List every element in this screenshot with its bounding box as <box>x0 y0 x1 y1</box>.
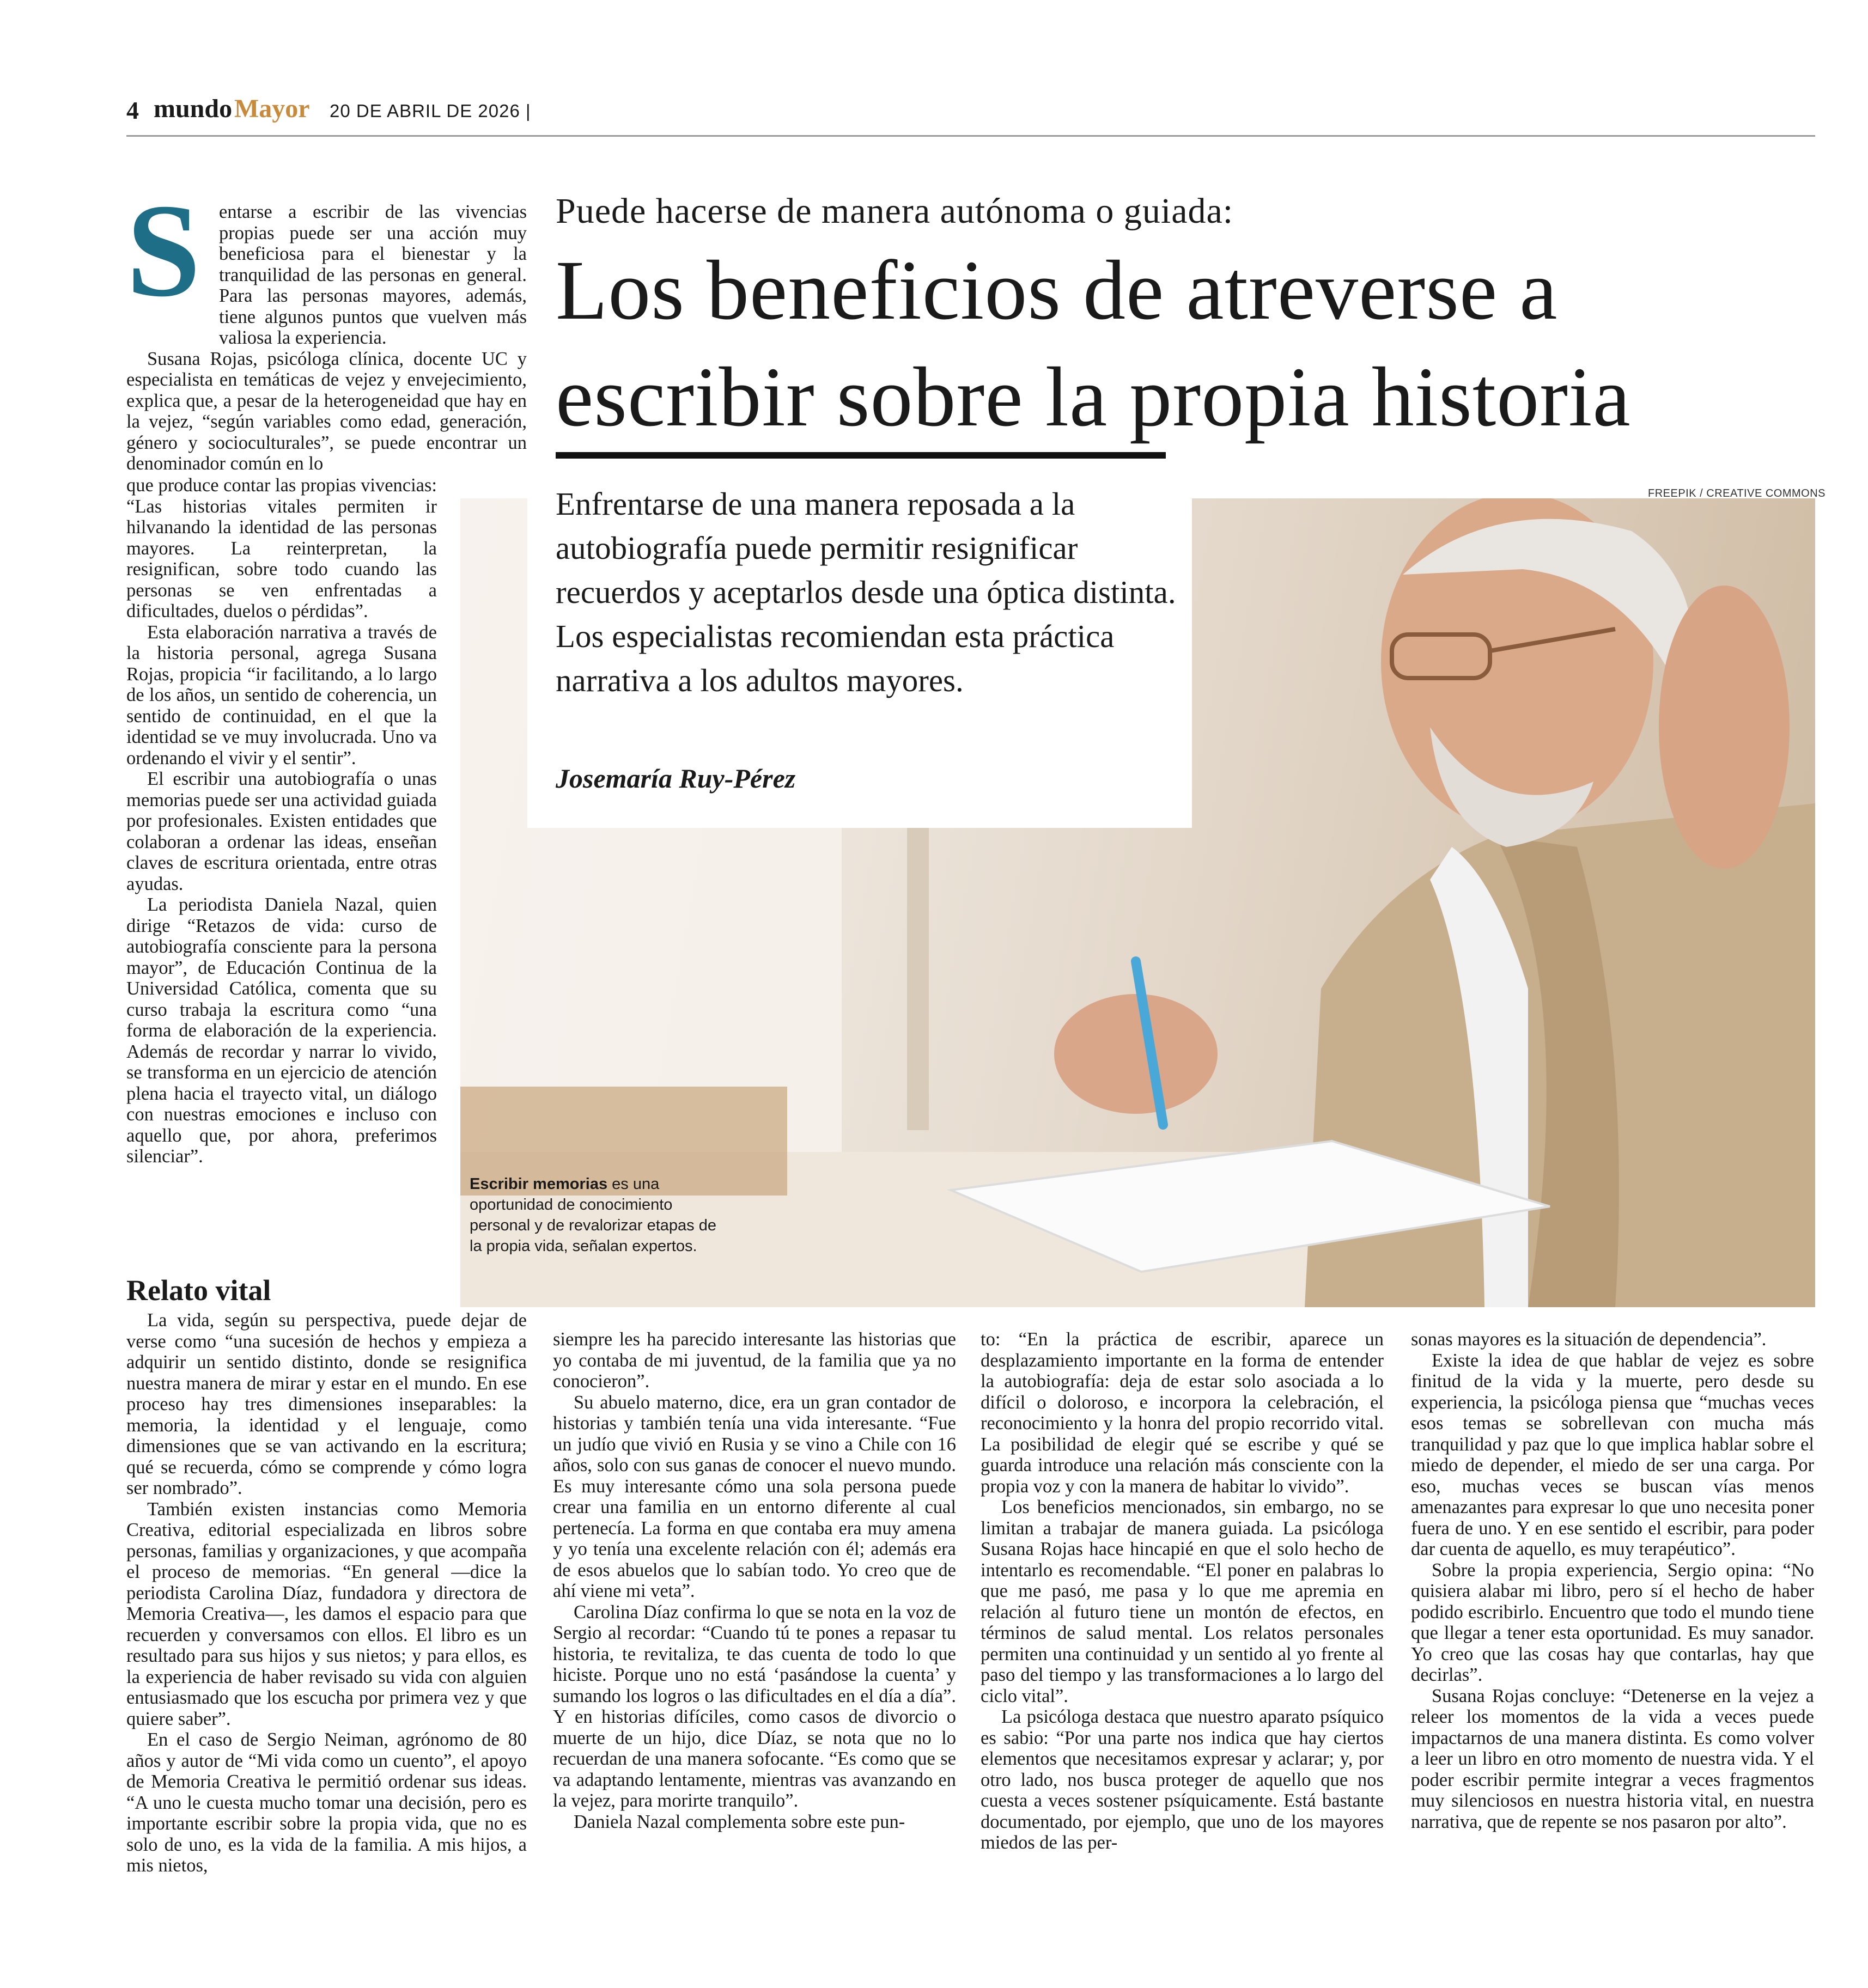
column-2 <box>553 1329 956 1832</box>
paragraph: Esta elaboración narrativa a través de la historia personal, agrega Susana Rojas, propicia “ir facilitando, a lo largo de los años, un sentido de coherencia, un sentido de continuidad, en el que la identidad se ve muy involucrada. Uno va ordenando el vivir y el sentir”. <box>126 621 437 769</box>
paragraph: También existen instancias como Memoria Creativa, editorial especializada en libros sobre personas, familias y organizaciones, y que acompaña el proceso de memorias. “En general —dice la periodista Carolina Díaz, fundadora y directora de Memoria Creativa—, les damos el espacio para que recuerden y conversamos con ellos. El libro es un resultado para sus hijos y sus nietos; y para ellos, es la experiencia de haber revisado su vida con alguien entusiasmado que los escucha por primera vez y que quiere saber”. <box>126 1498 527 1729</box>
paragraph: Los beneficios mencionados, sin embargo, no se limitan a trabajar de manera guiada. La psicóloga Susana Rojas hace hincapié en que el solo hecho de intentarlo es recomendable. “El poner en palabras lo que me pasó, me pasa y lo que me apremia en relación al futuro tiene un montón de efectos, en términos de salud mental. Los relatos personales permiten una continuidad y un sentido al yo frente al paso del tiempo y las transformaciones a lo largo del ciclo vital”. <box>981 1497 1384 1706</box>
paragraph: La psicóloga destaca que nuestro aparato psíquico es sabio: “Por una parte nos indica que hay ciertos elementos que necesitamos expresar y aclarar; y, por otro lado, nos busca proteger de aquello que nos cuesta a veces sostener psíquicamente. Está bastante documentado, por ejemplo, que uno de los mayores miedos de las per- <box>981 1706 1384 1853</box>
column-1-bottom <box>126 1310 527 1876</box>
paragraph: Daniela Nazal complementa sobre este pun- <box>574 1811 905 1832</box>
kicker: Puede hacerse de manera autónoma o guiada: <box>556 191 1234 231</box>
headline: Los beneficios de atreverse a escribir sobre la propia historia <box>556 243 1631 444</box>
caption-lead: Escribir memorias <box>470 1175 608 1193</box>
paragraph: Su abuelo materno, dice, era un gran contador de historias y también tenía una vida interesante. “Fue un judío que vivió en Rusia y se vino a Chile con 16 años, solo con sus ganas de conocer el nuevo mundo. Es muy interesante cómo una sola persona puede crear una familia en un entorno diferente al cual pertenecía. La forma en que contaba era muy amena y yo tenía una excelente relación con él; además era de esos abuelos que lo sabían todo. Yo creo que de ahí viene mi veta”. <box>553 1392 956 1601</box>
paragraph: sonas mayores es la situación de dependencia”. <box>1411 1329 1767 1350</box>
paragraph: Susana Rojas, psicóloga clínica, docente UC y especialista en temáticas de vejez y envejecimiento, explica que, a pesar de la heterogeneidad que hay en la vejez, “según variables como edad, generación, género y socioculturales”, se puede encontrar un denominador común en lo <box>126 348 527 474</box>
column-3 <box>981 1329 1384 1853</box>
byline: Josemaría Ruy-Pérez <box>556 763 796 794</box>
drop-cap: S <box>126 176 201 324</box>
paragraph: to: “En la práctica de escribir, aparece un desplazamiento importante en la forma de entender la autobiografía: deja de estar solo asociada a lo difícil o doloroso, e incorpora la celebración, el reconocimiento y la honra del propio recorrido vital. La posibilidad de elegir qué se escribe y qué se guarda introduce una relación más consciente con la propia voz y con la manera de habitar lo vivido”. <box>981 1329 1384 1497</box>
header-rule <box>126 135 1815 137</box>
column-1-top <box>126 202 527 474</box>
paragraph: La periodista Daniela Nazal, quien dirige “Retazos de vida: curso de autobiografía consciente para la persona mayor”, de Educación Continua de la Universidad Católica, comenta que su curso trabaja la escritura como “una forma de elaboración de la experiencia. Además de recordar y narrar lo vivido, se transforma en un ejercicio de atención plena hacia el trayecto vital, un diálogo con nuestras emociones e incluso con aquello que, por ahora, preferimos silenciar”. <box>126 894 437 1167</box>
paragraph: Sobre la propia experiencia, Sergio opina: “No quisiera alabar mi libro, pero sí el hecho de haber podido escribirlo. Encuentro que todo el mundo tiene que llegar a tener esta oportunidad. Es muy sanador. Yo creo que las cosas hay que contarlas, hay que decirlas”. <box>1411 1559 1814 1685</box>
paragraph: Susana Rojas concluye: “Detenerse en la vejez a releer los momentos de la vida a veces puede impactarnos de una manera distinta. Es como volver a leer un libro en otro momento de nuestra vida. Y el poder escribir permite integrar a veces fragmentos muy silenciosos en nuestra historia vital, en nuestra narrativa, que de repente se nos pasaron por alto”. <box>1411 1685 1814 1832</box>
paragraph: Existe la idea de que hablar de vejez es sobre finitud de la vida y la muerte, pero desde su experiencia, la psicóloga piensa que “muchas veces esos temas se sobrellevan con mucha más tranquilidad y paz que lo que implica hablar sobre el miedo de depender, el miedo de ser una carga. Por eso, muchas veces se buscan vías menos amenazantes para expresar lo que uno necesita poner fuera de uno. Y en ese sentido el escribir, para poder dar cuenta de aquello, es muy terapéutico”. <box>1411 1350 1814 1559</box>
photo-caption <box>470 1174 720 1257</box>
paragraph: que produce contar las propias vivencias: “Las historias vitales permiten ir hilvanando la identidad de las personas mayores. La reinterpretan, la resignifican, sobre todo cuando las personas se ven enfrentadas a dificultades, duelos o pérdidas”. <box>126 475 437 621</box>
paragraph: siempre les ha parecido interesante las historias que yo contaba de mi juventud, de la familia que ya no conocieron”. <box>553 1329 956 1392</box>
paragraph: El escribir una autobiografía o unas memorias puede ser una actividad guiada por profesionales. Existen entidades que colaboran a ordenar las ideas, enseñan claves de escritura orientada, entre otras ayudas. <box>126 769 437 894</box>
paragraph: La vida, según su perspectiva, puede dejar de verse como “una sucesión de hechos y empieza a adquirir un sentido distinto, donde se resignifica nuestra manera de mirar y estar en el mundo. En ese proceso hay tres dimensiones inseparables: la memoria, la identidad y el lenguaje, como dimensiones que se van activando en la escritura; qué se recuerda, cómo se comprende y cómo logra ser nombrado”. <box>126 1310 527 1498</box>
subhead: Relato vital <box>126 1274 271 1307</box>
deck: Enfrentarse de una manera reposada a la autobiografía puede permitir resignificar recuerdos y aceptarlos desde una óptica distinta. Los especialistas recomiendan esta práctica narrativa a los adultos mayores. <box>556 486 1176 698</box>
caption-text: es una oportunidad de conocimiento personal y de revalorizar etapas de la propia vida, señalan expertos. <box>470 1175 716 1255</box>
brand-mundo: mundo <box>154 94 233 123</box>
photo-credit: FREEPIK / CREATIVE COMMONS <box>1648 487 1826 499</box>
brand-mayor: Mayor <box>234 94 310 123</box>
headline-bar <box>556 452 1166 459</box>
column-1-narrow <box>126 475 437 1167</box>
lead-paragraph: entarse a escribir de las vivencias propias puede ser una acción muy beneficiosa para el bienestar y la tranquilidad de las personas en general. Para las personas mayores, además, tiene algunos puntos que vuelven más valiosa la experiencia. <box>219 202 527 348</box>
column-4 <box>1411 1329 1814 1832</box>
paragraph: Carolina Díaz confirma lo que se nota en la voz de Sergio al recordar: “Cuando tú te pones a repasar tu historia, te revitaliza, te das cuenta de todo lo que hiciste. Porque uno no está ‘pasándose la cuenta’ y sumando los logros o las dificultades en el día a día”. Y en historias difíciles, como casos de divorcio o muerte de un hijo, dice Díaz, se nota que no lo recuerdan de una manera sofocante. “Es como que se va adaptando lentamente, mientras vas avanzando en la vejez, para morirte tranquilo”. <box>553 1601 956 1811</box>
page-number: 4 <box>126 96 139 124</box>
paragraph: En el caso de Sergio Neiman, agrónomo de 80 años y autor de “Mi vida como un cuento”, el apoyo de Memoria Creativa le permitió ordenar sus ideas. “A uno le cuesta mucho tomar una decisión, pero es importante escribir sobre la propia vida, que no es solo de uno, es la vida de la familia. A mis hijos, a mis nietos, <box>126 1729 527 1876</box>
issue-date: 20 DE ABRIL DE 2026 | <box>330 101 531 121</box>
